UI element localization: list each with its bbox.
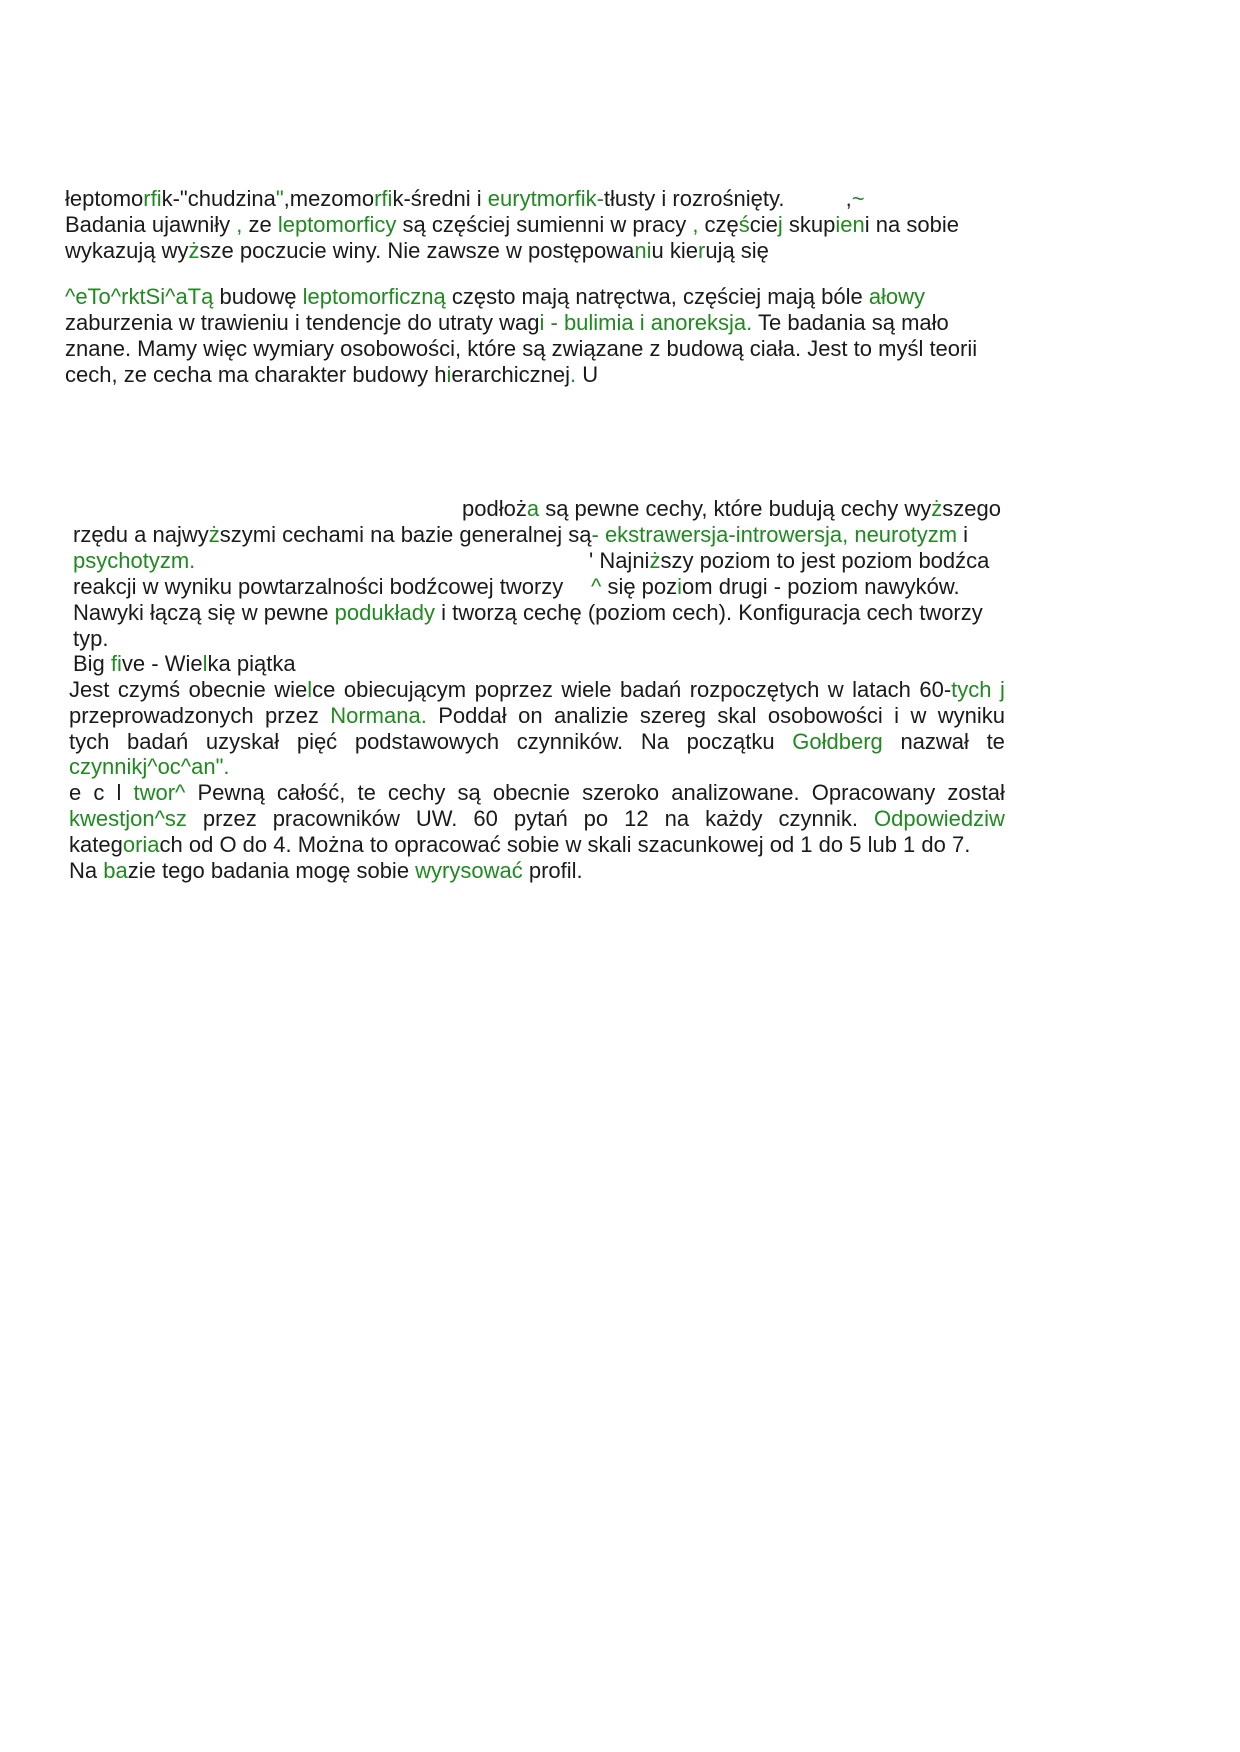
text-run: czynników. bbox=[516, 729, 624, 754]
text-run: przeprowadzonych bbox=[69, 703, 254, 728]
text-line bbox=[591, 572, 960, 601]
highlighted-text: tych bbox=[951, 677, 992, 702]
word bbox=[919, 675, 991, 704]
word bbox=[355, 727, 499, 756]
text-run: profil. bbox=[522, 858, 583, 883]
text-run: latach bbox=[852, 677, 911, 702]
word bbox=[517, 727, 623, 756]
text-line bbox=[73, 520, 968, 549]
highlighted-text: i bbox=[446, 362, 452, 387]
word bbox=[812, 778, 936, 807]
word bbox=[792, 727, 883, 756]
text-run: nazwał bbox=[900, 729, 969, 754]
text-run: cie bbox=[749, 212, 778, 237]
text-line bbox=[65, 184, 865, 213]
text-run: ve - Wie bbox=[121, 651, 203, 676]
text-run: ,mezomo bbox=[283, 186, 375, 211]
text-run: erarchicznej bbox=[451, 362, 571, 387]
highlighted-text: , bbox=[692, 212, 699, 237]
text-run: ch od O do 4. Można to opracować sobie w skali szacunkowej od 1 do 5 lub 1 do 7. bbox=[159, 832, 971, 857]
text-run: Poddał bbox=[438, 703, 507, 728]
highlighted-text: Normana. bbox=[330, 703, 427, 728]
text-run: przez bbox=[265, 703, 319, 728]
word bbox=[828, 675, 844, 704]
text-run: czymś bbox=[117, 677, 181, 702]
text-run: 60- bbox=[919, 677, 952, 702]
text-run: ' Najni bbox=[589, 548, 650, 573]
highlighted-text: . bbox=[570, 362, 577, 387]
word bbox=[274, 675, 335, 704]
word bbox=[717, 701, 756, 730]
text-run: i na sobie bbox=[864, 212, 959, 237]
text-run: 12 bbox=[624, 806, 649, 831]
text-run: poprzez bbox=[474, 677, 553, 702]
highlighted-text: fi bbox=[110, 651, 122, 676]
word bbox=[458, 778, 481, 807]
text-run: Pewną bbox=[197, 780, 265, 805]
word bbox=[344, 675, 466, 704]
text-line bbox=[69, 856, 583, 885]
text-run: k-"chudzina bbox=[161, 186, 276, 211]
word bbox=[133, 778, 185, 807]
word bbox=[894, 701, 899, 730]
word bbox=[69, 675, 109, 704]
word bbox=[203, 804, 257, 833]
text-run: on bbox=[518, 703, 543, 728]
word bbox=[514, 804, 568, 833]
highlighted-text: j bbox=[1000, 677, 1005, 702]
text-run: są pewne cechy, które budują cechy wy bbox=[539, 496, 932, 521]
word bbox=[779, 804, 858, 833]
text-run: ka piątka bbox=[207, 651, 296, 676]
text-run: obiecującym bbox=[343, 677, 467, 702]
text-run: ce bbox=[312, 677, 336, 702]
text-run: cechy bbox=[387, 780, 446, 805]
text-run: Na bbox=[69, 858, 104, 883]
text-run: te bbox=[986, 729, 1005, 754]
text-line bbox=[73, 546, 195, 575]
text-run: om drugi - poziom nawyków. bbox=[682, 574, 960, 599]
text-run: łeptomo bbox=[65, 186, 144, 211]
text-run: szeroko bbox=[582, 780, 660, 805]
text-line bbox=[65, 334, 977, 363]
text-run: ują się bbox=[705, 238, 769, 263]
text-run: skal bbox=[717, 703, 757, 728]
highlighted-text: i - bulimia i anoreksja bbox=[539, 310, 747, 335]
text-run: został bbox=[947, 780, 1005, 805]
word bbox=[518, 701, 542, 730]
highlighted-text: ś bbox=[738, 212, 750, 237]
word bbox=[1000, 675, 1005, 704]
text-run: sze poczucie winy. Nie zawsze w postępowa bbox=[199, 238, 635, 263]
word bbox=[687, 727, 775, 756]
text-run: osobowości bbox=[767, 703, 883, 728]
highlighted-text: ni bbox=[634, 238, 652, 263]
text-line bbox=[65, 210, 959, 239]
text-run: UW. bbox=[415, 806, 458, 831]
text-run: typ. bbox=[73, 626, 109, 651]
text-run: U bbox=[576, 362, 599, 387]
word bbox=[852, 675, 911, 704]
text-line bbox=[73, 572, 563, 601]
text-run: Nawyki łączą się w pewne bbox=[73, 600, 335, 625]
text-run: badań bbox=[127, 729, 189, 754]
text-run: e bbox=[69, 780, 82, 805]
text-run: cech, ze cecha ma charakter budowy h bbox=[65, 362, 447, 387]
text-line bbox=[65, 360, 598, 389]
text-line bbox=[69, 804, 1005, 833]
word bbox=[416, 804, 458, 833]
word bbox=[910, 701, 926, 730]
text-run: tłusty i rozrośnięty. bbox=[603, 186, 785, 211]
text-run: tych bbox=[69, 729, 110, 754]
word bbox=[641, 727, 669, 756]
text-run: każdy bbox=[705, 806, 763, 831]
word bbox=[116, 778, 121, 807]
word bbox=[938, 701, 1005, 730]
word bbox=[475, 675, 553, 704]
text-line bbox=[65, 308, 949, 337]
highlighted-text: ż bbox=[649, 548, 661, 573]
highlighted-text: ^eTo^rktSi^aTą bbox=[65, 284, 214, 309]
highlighted-text: . bbox=[746, 310, 753, 335]
word bbox=[640, 701, 706, 730]
word bbox=[273, 804, 400, 833]
highlighted-text: rfi bbox=[143, 186, 162, 211]
word bbox=[69, 701, 254, 730]
word bbox=[473, 804, 497, 833]
highlighted-text: ż bbox=[188, 238, 200, 263]
word bbox=[671, 778, 799, 807]
text-run: pięć bbox=[296, 729, 338, 754]
text-run: wie bbox=[274, 677, 308, 702]
text-run: zaburzenia w trawieniu i tendencje do utraty wag bbox=[65, 310, 540, 335]
highlighted-text: i bbox=[677, 574, 683, 599]
text-run: są bbox=[457, 780, 481, 805]
text-run: całość, bbox=[276, 780, 346, 805]
word bbox=[297, 727, 337, 756]
text-run: pracowników bbox=[272, 806, 400, 831]
text-line bbox=[69, 701, 1005, 730]
text-run: w bbox=[910, 703, 927, 728]
text-run: 60 bbox=[473, 806, 498, 831]
text-run: podstawowych bbox=[354, 729, 500, 754]
text-run: k-średni i bbox=[392, 186, 488, 211]
highlighted-text: ż bbox=[208, 522, 220, 547]
text-run: czynnik. bbox=[778, 806, 859, 831]
text-run: obecnie bbox=[492, 780, 570, 805]
highlighted-text: podukłady bbox=[334, 600, 435, 625]
text-run: podłoż bbox=[462, 496, 527, 521]
highlighted-text: ałowy bbox=[868, 284, 926, 309]
text-run: wykazują wy bbox=[65, 238, 189, 263]
text-line bbox=[462, 494, 1001, 523]
word bbox=[93, 778, 104, 807]
highlighted-text: ien bbox=[835, 212, 865, 237]
highlighted-text: a bbox=[526, 496, 540, 521]
word bbox=[388, 778, 445, 807]
text-run: u kie bbox=[651, 238, 698, 263]
word bbox=[874, 804, 1005, 833]
text-run: czę bbox=[698, 212, 739, 237]
text-run: rzędu a najwy bbox=[73, 522, 209, 547]
highlighted-text: leptomorficzną bbox=[302, 284, 446, 309]
highlighted-text: twor^ bbox=[133, 780, 186, 805]
text-run: znane. Mamy więc wymiary osobowości, które są związane z budową ciała. Jest to myśl teorii bbox=[65, 336, 978, 361]
word bbox=[705, 804, 762, 833]
text-run: często mają natręctwa, częściej mają bóle bbox=[445, 284, 869, 309]
text-run: Te badania są mało bbox=[752, 310, 949, 335]
word bbox=[947, 778, 1004, 807]
text-run: l bbox=[116, 780, 122, 805]
highlighted-text: leptomorficy bbox=[277, 212, 397, 237]
text-run: szereg bbox=[639, 703, 706, 728]
word bbox=[118, 675, 180, 704]
word bbox=[554, 701, 629, 730]
text-run: Jest bbox=[69, 677, 110, 702]
text-line bbox=[69, 752, 230, 781]
text-run: są częściej sumienni w pracy bbox=[396, 212, 693, 237]
word bbox=[987, 727, 1005, 756]
highlighted-text: l bbox=[307, 677, 313, 702]
highlighted-text: kwestjon^sz bbox=[69, 806, 187, 831]
text-run: analizowane. bbox=[671, 780, 800, 805]
word bbox=[197, 778, 264, 807]
highlighted-text: ż bbox=[931, 496, 943, 521]
highlighted-text: psychotyzm. bbox=[73, 548, 196, 573]
word bbox=[582, 778, 659, 807]
highlighted-text: Odpowiedziw bbox=[874, 806, 1005, 831]
word bbox=[277, 778, 345, 807]
text-run: kateg bbox=[69, 832, 123, 857]
word bbox=[69, 804, 187, 833]
text-run: analizie bbox=[553, 703, 629, 728]
highlighted-text: ^ bbox=[591, 574, 602, 599]
text-line bbox=[65, 282, 925, 311]
word bbox=[330, 701, 427, 730]
highlighted-text: oria bbox=[122, 832, 160, 857]
highlighted-text: ba bbox=[103, 858, 128, 883]
text-run: i bbox=[894, 703, 900, 728]
text-run: w bbox=[827, 677, 844, 702]
text-run: wyniku bbox=[937, 703, 1005, 728]
word bbox=[620, 675, 681, 704]
text-run: badań bbox=[620, 677, 682, 702]
text-run: wiele bbox=[561, 677, 612, 702]
highlighted-text: Gołdberg bbox=[792, 729, 883, 754]
highlighted-text: r bbox=[698, 238, 706, 263]
text-run: skup bbox=[782, 212, 836, 237]
text-run: na bbox=[664, 806, 690, 831]
highlighted-text: l bbox=[202, 651, 208, 676]
text-run: się poz bbox=[601, 574, 678, 599]
text-run: i bbox=[957, 522, 969, 547]
highlighted-text: wyrysować bbox=[415, 858, 523, 883]
text-line bbox=[69, 675, 1005, 704]
highlighted-text: eurytmorfik- bbox=[487, 186, 604, 211]
text-run: po bbox=[583, 806, 609, 831]
text-run: i tworzą cechę (poziom cech). Konfiguracja cech tworzy bbox=[434, 600, 983, 625]
word bbox=[69, 778, 81, 807]
text-run: c bbox=[93, 780, 105, 805]
word bbox=[189, 675, 266, 704]
word bbox=[493, 778, 570, 807]
text-line bbox=[589, 546, 989, 575]
text-run: pytań bbox=[513, 806, 568, 831]
section-heading bbox=[73, 649, 296, 678]
word bbox=[561, 675, 611, 704]
text-line bbox=[73, 598, 983, 627]
text-run: Big bbox=[73, 651, 111, 676]
text-run: szego bbox=[942, 496, 1001, 521]
word bbox=[265, 701, 319, 730]
highlighted-text: ~ bbox=[851, 186, 865, 211]
text-run: Na bbox=[640, 729, 669, 754]
word bbox=[584, 804, 608, 833]
highlighted-text: j bbox=[777, 212, 783, 237]
text-run: uzyskał bbox=[205, 729, 280, 754]
word bbox=[357, 778, 375, 807]
text-run: Opracowany bbox=[811, 780, 936, 805]
text-run: Badania ujawniły bbox=[65, 212, 237, 237]
word bbox=[438, 701, 507, 730]
text-run: rozpoczętych bbox=[689, 677, 820, 702]
text-run: początku bbox=[686, 729, 775, 754]
text-run: reakcji w wyniku powtarzalności bodźcowej tworzy bbox=[73, 574, 564, 599]
text-line bbox=[65, 236, 769, 265]
text-line bbox=[69, 778, 1005, 807]
word bbox=[690, 675, 820, 704]
word bbox=[768, 701, 883, 730]
highlighted-text: rfi bbox=[374, 186, 393, 211]
highlighted-text: czynnikj^oc^an". bbox=[69, 754, 230, 779]
word bbox=[900, 727, 968, 756]
text-run: , bbox=[784, 186, 852, 211]
text-run: szy poziom to jest poziom bodźca bbox=[660, 548, 990, 573]
text-run: budowę bbox=[213, 284, 303, 309]
text-run: te bbox=[357, 780, 376, 805]
text-run: zie tego badania mogę sobie bbox=[127, 858, 416, 883]
text-run: szymi cechami na bazie generalnej są bbox=[219, 522, 592, 547]
text-run: ze bbox=[242, 212, 278, 237]
highlighted-text: " bbox=[275, 186, 284, 211]
text-line bbox=[69, 830, 970, 859]
text-run: przez bbox=[202, 806, 257, 831]
text-run: obecnie bbox=[188, 677, 266, 702]
word bbox=[624, 804, 648, 833]
highlighted-text: , bbox=[236, 212, 243, 237]
word bbox=[665, 804, 689, 833]
highlighted-text: - ekstrawersja-introwersja, neurotyzm bbox=[591, 522, 958, 547]
